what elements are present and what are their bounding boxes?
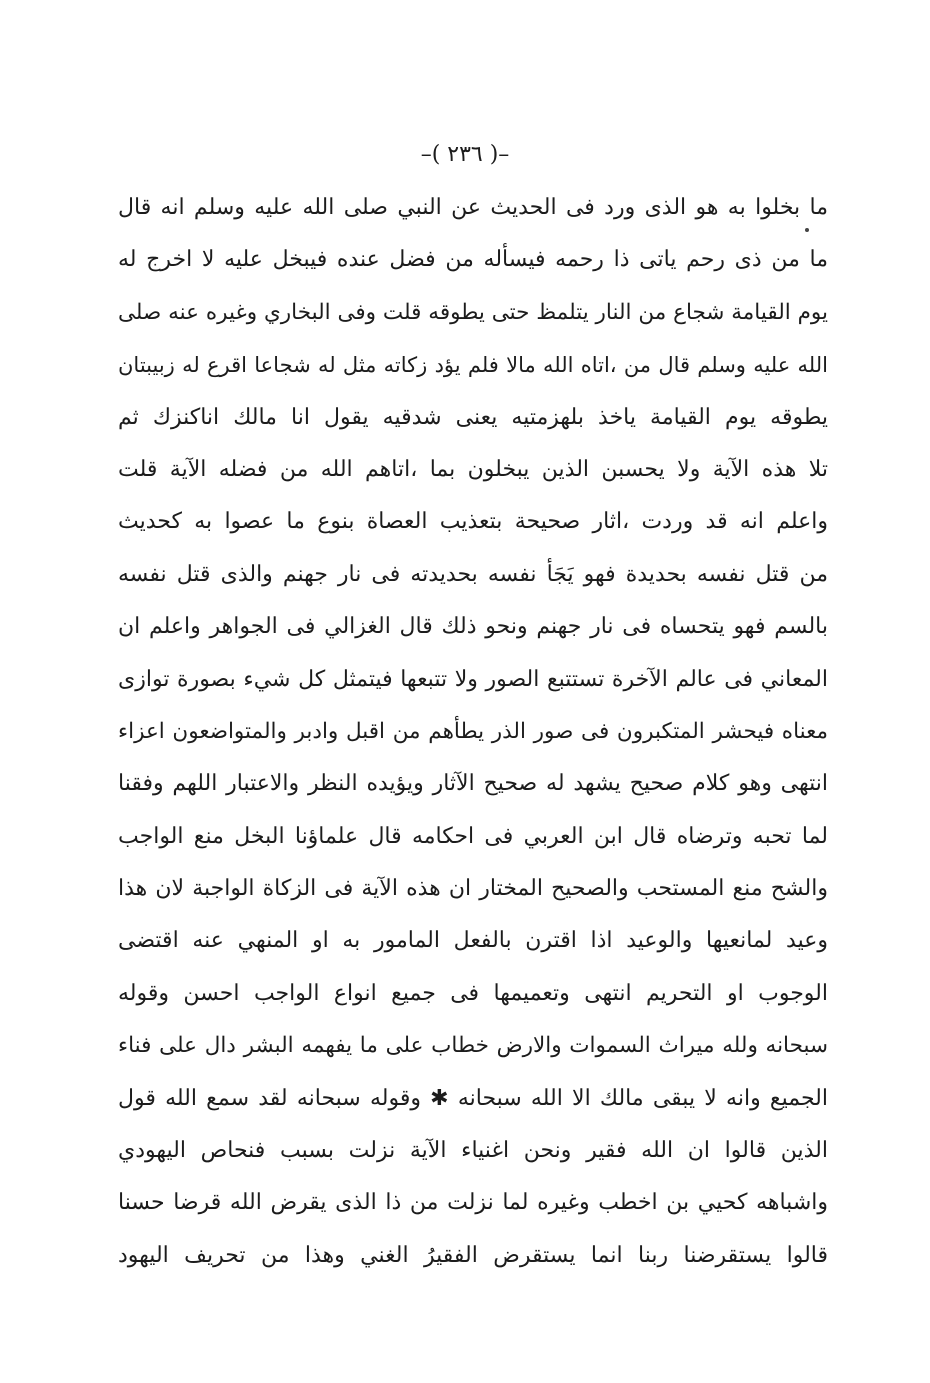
text-line: واشباهه كحيي بن اخطب وغيره لما نزلت من ذا الذى يقرض الله قرضا حسنا — [118, 1190, 828, 1216]
text-line: بالسم فهو يتحساه فى نار جهنم ونحو ذلك قال الغزالي فى الجواهر واعلم ان — [118, 614, 828, 640]
text-line: ما بخلوا به هو الذى ورد فى الحديث عن النبي صلى الله عليه وسلم انه قال — [118, 195, 828, 220]
text-line: الله عليه وسلم قال من ،اتاه الله مالا فلم يؤد زكاته مثل له شجاعا اقرع له زبيبتان — [118, 353, 828, 378]
text-line: لما تحبه وترضاه قال ابن العربي فى احكامه قال علماؤنا البخل منع الواجب — [118, 823, 828, 849]
text-line: وعيد لمانعيها والوعيد اذا اقترن بالفعل المامور به او المنهي عنه اقتضى — [118, 928, 828, 954]
text-line: الوجوب او التحريم انتهى وتعميمها فى جميع انواع الواجب احسن وقوله — [118, 980, 828, 1006]
text-line: الجميع وانه لا يبقى مالك الا الله سبحانه ✱ وقوله سبحانه لقد سمع الله قول — [118, 1085, 828, 1111]
page-number: –( ٢٣٦ )– — [420, 142, 510, 167]
text-line: يوم القيامة شجاع من النار يتلمظ حتى يطوقه قلت وفى البخاري وغيره عنه صلى — [118, 299, 828, 325]
text-line: انتهى وهو كلام صحيح يشهد له صحيح الآثار ويؤيده النظر والاعتبار اللهم وفقنا — [118, 771, 828, 797]
text-line: والشح منع المستحب والصحيح المختار ان هذه الآية فى الزكاة الواجبة لان هذا — [118, 876, 828, 902]
text-line: يطوقه يوم القيامة ياخذ بلهزمتيه يعنى شدقيه يقول انا مالك اناكنزك ثم — [118, 404, 828, 430]
text-line: ما من ذى رحم ياتى ذا رحمه فيسأله من فضل عنده فيبخل عليه لا اخرج له — [118, 247, 828, 273]
text-line: سبحانه ولله ميراث السموات والارض خطاب على ما يفهمه البشر دال على فناء — [118, 1033, 828, 1059]
text-line: من قتل نفسه بحديدة فهو يَجَأ نفسه بحديدته فى نار جهنم والذى قتل نفسه — [118, 561, 828, 587]
body-text — [118, 184, 828, 1284]
text-line: معناه فيحشر المتكبرون فى صور الذر يطأهم من اقبل وادبر والمتواضعون اعزاء — [118, 718, 828, 744]
text-line: تلا هذه الآية ولا يحسبن الذين يبخلون بما ،اتاهم الله من فضله الآية قلت — [118, 456, 828, 482]
text-line: قالوا يستقرضنا ربنا انما يستقرض الفقيرُ الغني وهذا من تحريف اليهود — [118, 1242, 828, 1268]
text-line: واعلم انه قد وردت ،اثار صحيحة بتعذيب العصاة بنوع ما عصوا به كحديث — [118, 509, 828, 535]
text-line: الذين قالوا ان الله فقير ونحن اغنياء الآية نزلت بسبب فنحاص اليهودي — [118, 1138, 828, 1164]
text-line: المعاني فى عالم الآخرة تستتبع الصور ولا تتبعها فيتمثل كل شيء بصورة توازى — [118, 666, 828, 692]
